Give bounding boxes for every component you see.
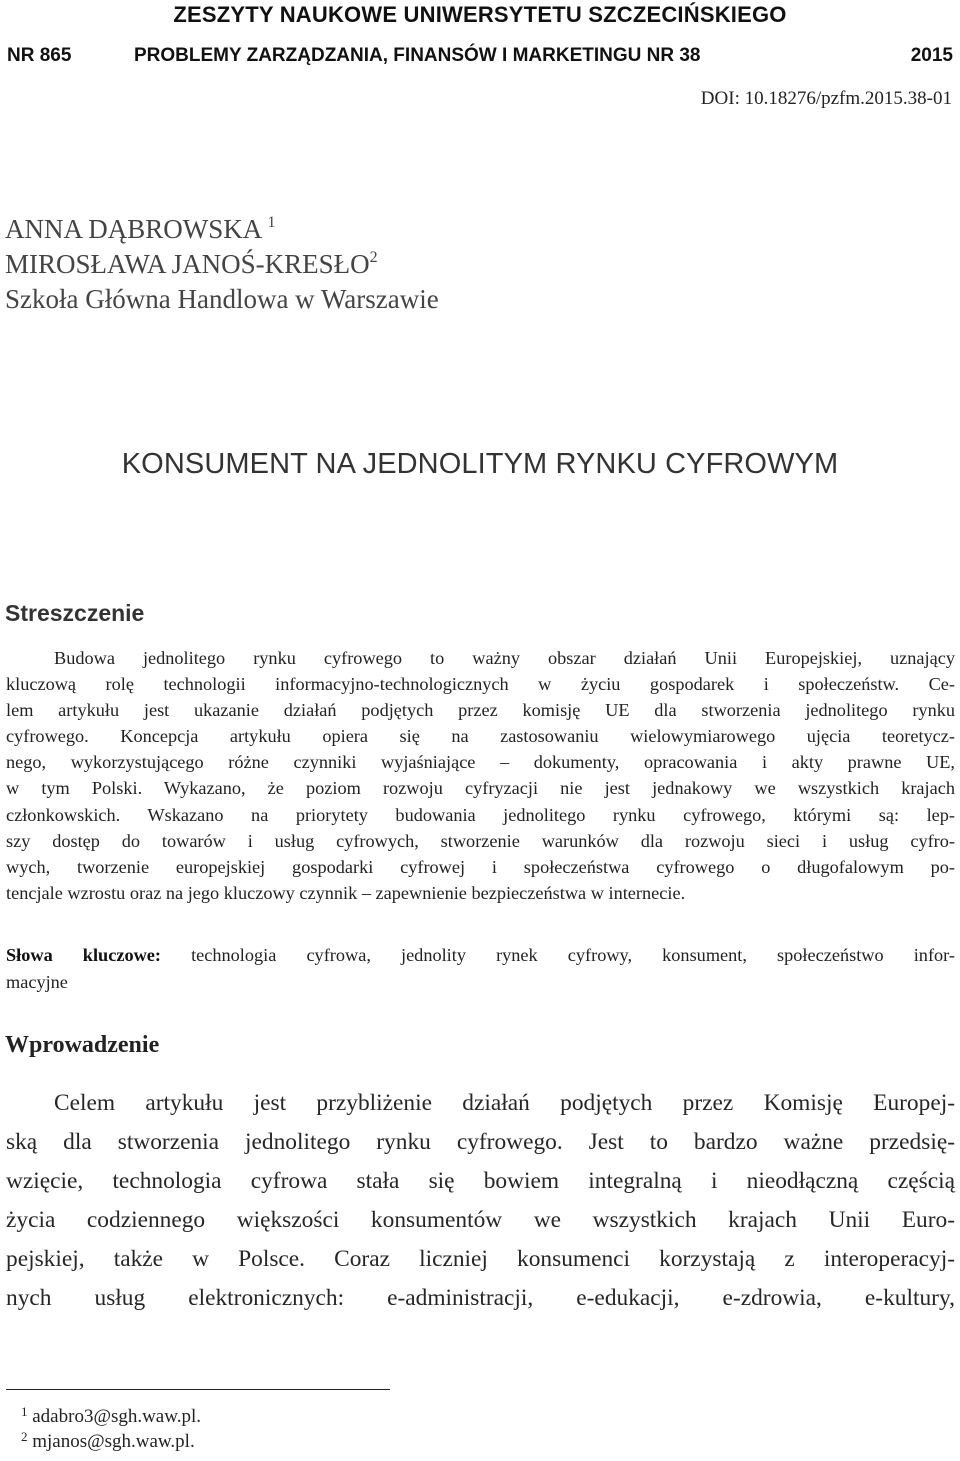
keywords-label: Słowa kluczowe: [6, 945, 161, 965]
footnote-marker: 2 [21, 1429, 28, 1444]
abstract-heading: Streszczenie [5, 600, 145, 626]
abstract-line: nego, wykorzystującego różne czynniki wyjaśniające – dokumenty, opracowania i akty prawne UE, [6, 752, 955, 773]
footnotes [21, 1404, 201, 1454]
issue-number: NR 865 [7, 45, 72, 66]
footnote-1 [21, 1404, 201, 1429]
issue-line [7, 45, 953, 75]
abstract-line: Budowa jednolitego rynku cyfrowego to ważny obszar działań Unii Europejskiej, uznający [54, 648, 955, 668]
introduction-line: Celem artykułu jest przybliżenie działań podjętych przez Komisję Europej- [54, 1090, 955, 1116]
keywords-line: macyjne [6, 972, 68, 992]
footnote-marker: 1 [21, 1404, 28, 1419]
author-name: ANNA DĄBROWSKA [5, 214, 261, 244]
introduction-line: nych usług elektronicznych: e-administracji, e-edukacji, e-zdrowia, e-kultury, [6, 1285, 955, 1311]
abstract-line: cyfrowego. Koncepcja artykułu opiera się na zastosowaniu wielowymiarowego ujęcia teoretycz- [6, 726, 955, 747]
introduction-text [6, 1084, 955, 1318]
introduction-line: pejskiej, także w Polsce. Coraz liczniej konsumenci korzystają z interoperacyj- [6, 1246, 955, 1272]
affiliation: Szkoła Główna Handlowa w Warszawie [5, 284, 439, 314]
footnote-divider [6, 1389, 390, 1390]
author-block [5, 212, 439, 317]
issue-year: 2015 [910, 45, 953, 66]
article-title: KONSUMENT NA JEDNOLITYM RYNKU CYFROWYM [121, 448, 839, 480]
abstract-line: w tym Polski. Wykazano, że poziom rozwoju cyfryzacji nie jest jednakowy we wszystkich krajach [6, 778, 955, 799]
footnote-email-link[interactable]: mjanos@sgh.waw.pl. [32, 1431, 195, 1452]
abstract-line: członkowskich. Wskazano na priorytety budowania jednolitego rynku cyfrowego, którymi są: lep- [6, 804, 955, 825]
abstract-line: kluczową rolę technologii informacyjno-technologicznych w życiu gospodarek i społeczeństw. Ce- [6, 674, 955, 695]
author-1 [5, 212, 439, 247]
author-marker: 1 [267, 214, 276, 231]
abstract-line: tencjale wzrostu oraz na jego kluczowy czynnik – zapewnienie bezpieczeństwa w internecie. [6, 882, 686, 903]
abstract-text [6, 645, 955, 906]
abstract-line: lem artykułu jest ukazanie działań podjętych przez komisję UE dla stworzenia jednolitego rynku [6, 700, 955, 721]
introduction-line: ską dla stworzenia jednolitego rynku cyfrowego. Jest to bardzo ważne przedsię- [6, 1129, 955, 1155]
abstract-line: wych, tworzenie europejskiej gospodarki cyfrowej i społeczeństwa cyfrowego o długofalowym po- [6, 856, 955, 877]
author-name: MIROSŁAWA JANOŚ-KRESŁO [5, 249, 370, 279]
keywords [6, 942, 955, 996]
journal-title: ZESZYTY NAUKOWE UNIWERSYTETU SZCZECIŃSKIEGO [173, 2, 787, 27]
keywords-line [6, 942, 955, 969]
author-2 [5, 247, 439, 282]
introduction-line: wzięcie, technologia cyfrowa stała się bowiem integralną i nieodłączną częścią [6, 1168, 955, 1194]
abstract-line: szy dostęp do towarów i usług cyfrowych, stworzenie warunków dla rozwoju sieci i usług cyfro- [6, 830, 955, 851]
footnote-2 [21, 1429, 201, 1454]
introduction-line: życia codziennego większości konsumentów we wszystkich krajach Unii Euro- [6, 1207, 955, 1233]
keywords-text: technologia cyfrowa, jednolity rynek cyfrowy, konsument, społeczeństwo infor- [161, 945, 955, 965]
doi-label: DOI: 10.18276/pzfm.2015.38-01 [700, 88, 952, 109]
author-marker: 2 [369, 249, 378, 266]
introduction-heading: Wprowadzenie [5, 1032, 160, 1058]
series-title: PROBLEMY ZARZĄDZANIA, FINANSÓW I MARKETINGU NR 38 [134, 45, 701, 66]
footnote-email-link[interactable]: adabro3@sgh.waw.pl. [32, 1406, 202, 1427]
